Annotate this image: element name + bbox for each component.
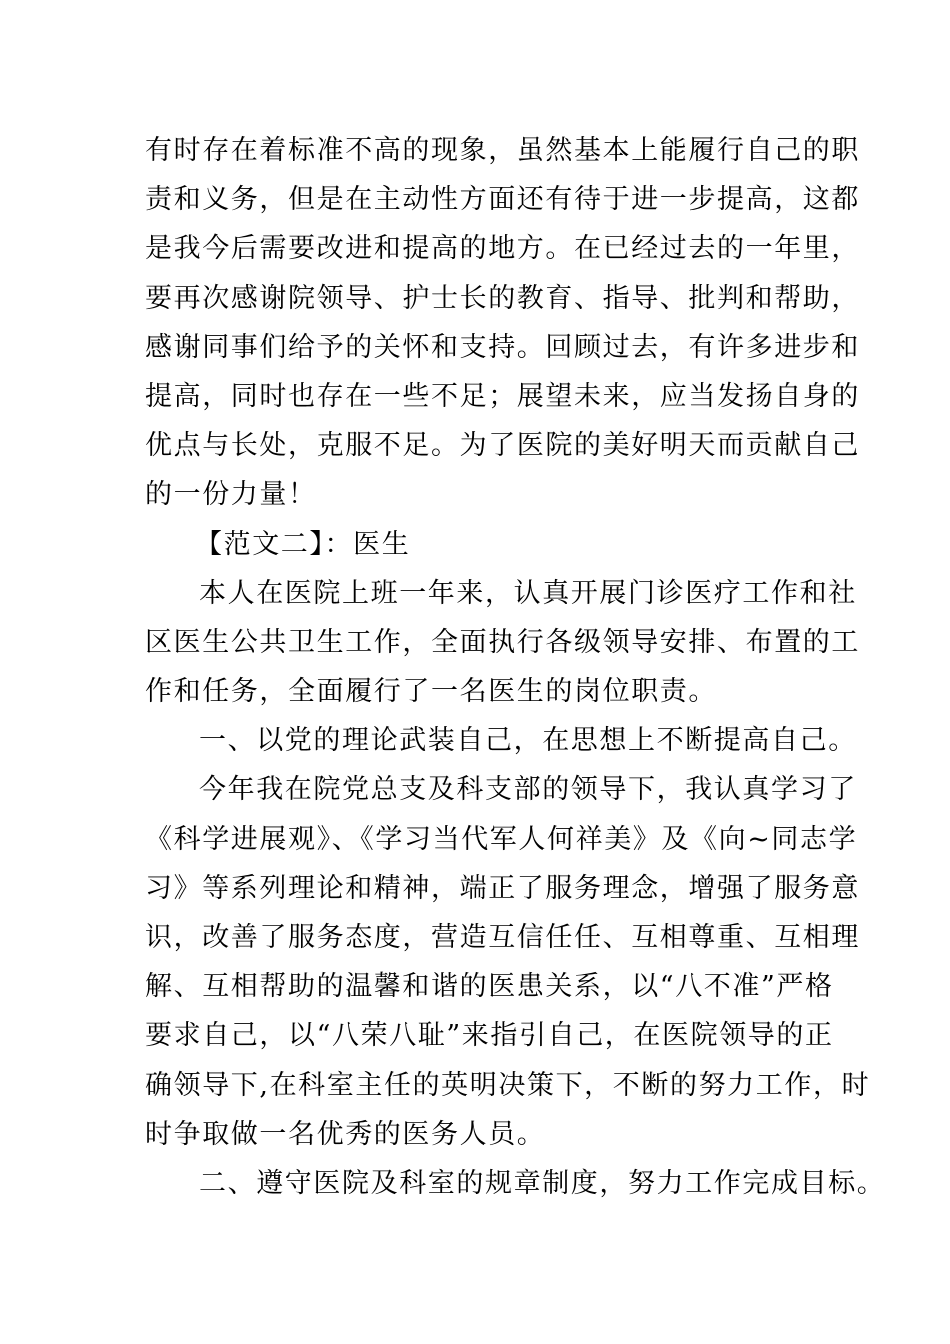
paragraph-line: 识，改善了服务态度，营造互信任任、互相尊重、互相理: [145, 922, 860, 953]
paragraph-line: 区医生公共卫生工作，全面执行各级领导安排、布置的工: [145, 626, 860, 658]
paragraph-line: 解、互相帮助的温馨和谐的医患关系，以“八不准”严格: [145, 971, 834, 1003]
paragraph-line: 优点与长处，克服不足。为了医院的美好明天而贡献自己: [145, 430, 860, 462]
paragraph-line: 要再次感谢院领导、护士长的教育、指导、批判和帮助，: [145, 282, 860, 314]
paragraph-line: 提高，同时也存在一些不足；展望未来，应当发扬自身的: [145, 380, 860, 412]
paragraph-line: 本人在医院上班一年来，认真开展门诊医疗工作和社: [199, 577, 857, 609]
document-page: [145, 126, 886, 1208]
paragraph-line: 确领导下,在科室主任的英明决策下，不断的努力工作，时: [145, 1069, 871, 1101]
paragraph-line: 责和义务，但是在主动性方面还有待于进一步提高，这都: [145, 184, 860, 216]
paragraph-line: 的一份力量！: [145, 479, 317, 511]
section-heading: 【范文二】：医生: [195, 528, 411, 560]
paragraph-line: 今年我在院党总支及科支部的领导下，我认真学习了: [199, 774, 857, 806]
subsection-heading: 二、遵守医院及科室的规章制度，努力工作完成目标。: [199, 1167, 886, 1199]
paragraph-line: 时争取做一名优秀的医务人员。: [145, 1118, 546, 1150]
paragraph-line: 要求自己，以“八荣八耻”来指引自己，在医院领导的正: [145, 1020, 834, 1052]
paragraph-line: 习》等系列理论和精神，端正了服务理念，增强了服务意: [145, 872, 860, 904]
paragraph-line: 是我今后需要改进和提高的地方。在已经过去的一年里，: [145, 233, 860, 265]
paragraph-line: 《科学进展观》、《学习当代军人何祥美》及《向~同志学: [145, 823, 858, 855]
paragraph-line: 有时存在着标准不高的现象，虽然基本上能履行自己的职: [145, 135, 860, 166]
subsection-heading: 一、以党的理论武装自己，在思想上不断提高自己。: [199, 725, 857, 757]
paragraph-line: 感谢同事们给予的关怀和支持。回顾过去，有许多进步和: [145, 331, 860, 363]
paragraph-line: 作和任务，全面履行了一名医生的岗位职责。: [145, 676, 717, 708]
